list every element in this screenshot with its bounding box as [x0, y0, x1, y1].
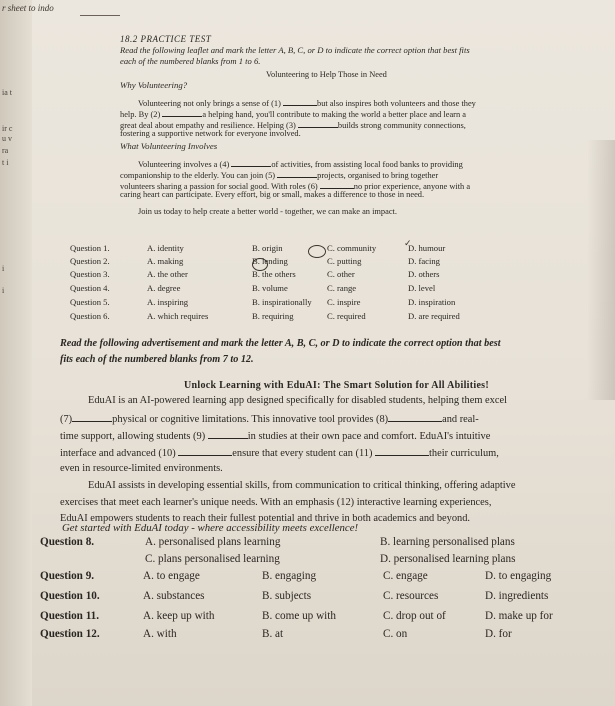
- margin-fragment: ia t: [2, 88, 12, 97]
- blank-1[interactable]: [283, 96, 317, 106]
- ad-line: exercises that meet each learner's unique needs. With an emphasis (12) interactive learning experiences,: [60, 497, 492, 508]
- answer-option[interactable]: D. for: [485, 628, 512, 640]
- ad-title: Unlock Learning with EduAI: The Smart Solution for All Abilities!: [184, 380, 490, 391]
- answer-option[interactable]: D. level: [408, 283, 436, 293]
- margin-fragment: i: [2, 286, 5, 295]
- leaflet-title: Volunteering to Help Those in Need: [266, 70, 387, 79]
- why-heading: Why Volunteering?: [120, 80, 188, 90]
- answer-option[interactable]: A. the other: [147, 269, 188, 279]
- answer-option[interactable]: C. community: [327, 243, 377, 253]
- question-label: Question 1.: [70, 243, 110, 253]
- answer-option[interactable]: A. which requires: [147, 311, 209, 321]
- ad-line: even in resource-limited environments.: [60, 463, 223, 474]
- margin-fragment: ra: [2, 146, 9, 155]
- answer-option[interactable]: A. keep up with: [143, 610, 215, 622]
- answer-option[interactable]: A. making: [147, 256, 184, 266]
- question-label: Question 9.: [40, 570, 95, 582]
- question-label: Question 3.: [70, 269, 110, 279]
- question-row: [40, 536, 600, 552]
- question-row: [40, 628, 600, 644]
- answer-option[interactable]: C. inspire: [327, 297, 361, 307]
- blank-2[interactable]: [162, 107, 202, 117]
- blank-5[interactable]: [277, 168, 317, 178]
- answer-option[interactable]: B. subjects: [262, 590, 312, 602]
- question-row: [70, 256, 590, 268]
- question-label: Question 8.: [40, 536, 95, 548]
- answer-option[interactable]: C. putting: [327, 256, 362, 266]
- ad-line: EduAI is an AI-powered learning app designed specifically for disabled students, helping them excel: [88, 395, 507, 406]
- leaflet-line: great deal about empathy and resilience. Helping (3) builds strong community connections,: [120, 118, 466, 130]
- answer-option[interactable]: B. at: [262, 628, 284, 640]
- leaflet-line: fostering a supportive network for everyone involved.: [120, 129, 301, 138]
- question-row: [40, 590, 600, 606]
- ad-line: time support, allowing students (9) in studies at their own pace and comfort. EduAI's intuitive: [60, 431, 491, 442]
- blank-8[interactable]: [388, 412, 442, 422]
- answer-option[interactable]: C. other: [327, 269, 355, 279]
- answer-option[interactable]: B. lending: [252, 256, 288, 266]
- answer-option[interactable]: A. degree: [147, 283, 181, 293]
- blank-10[interactable]: [178, 446, 232, 456]
- margin-fragment: ir c: [2, 124, 13, 133]
- answer-option[interactable]: C. plans personalised learning: [145, 553, 280, 565]
- blank-7[interactable]: [72, 412, 112, 422]
- answer-option[interactable]: B. volume: [252, 283, 288, 293]
- blank-9[interactable]: [208, 429, 248, 439]
- question-label: Question 6.: [70, 311, 110, 321]
- ad-line: EduAI assists in developing essential skills, from communication to critical thinking, offering adaptive: [88, 480, 516, 491]
- leaflet-line: Volunteering involves a (4) of activities, from assisting local food banks to providing: [138, 157, 463, 169]
- answer-option[interactable]: D. are required: [408, 311, 460, 321]
- answer-option[interactable]: B. learning personalised plans: [380, 536, 515, 548]
- question-label: Question 12.: [40, 628, 100, 640]
- question-row: [70, 269, 590, 281]
- answer-option[interactable]: A. to engage: [143, 570, 200, 582]
- ad-line: EduAI empowers students to reach their fullest potential and thrive in both academics and beyond.: [60, 513, 471, 524]
- answer-option[interactable]: B. requiring: [252, 311, 294, 321]
- question-row: [40, 570, 600, 586]
- answer-option[interactable]: A. identity: [147, 243, 184, 253]
- answer-option[interactable]: A. with: [143, 628, 177, 640]
- ad-instruction: Read the following advertisement and mark the letter A, B, C, or D to indicate the correct option that best: [60, 338, 501, 349]
- answer-option[interactable]: D. personalised learning plans: [380, 553, 516, 565]
- blank-6[interactable]: [320, 179, 354, 189]
- answer-option[interactable]: A. inspiring: [147, 297, 189, 307]
- page-fold-shadow: [0, 0, 32, 706]
- answer-option[interactable]: C. range: [327, 283, 357, 293]
- answer-option[interactable]: A. personalised plans learning: [145, 536, 281, 548]
- answer-option[interactable]: B. engaging: [262, 570, 317, 582]
- ad-line: interface and advanced (10) ensure that every student can (11) their curriculum,: [60, 448, 499, 459]
- leaflet-line: companionship to the elderly. You can join (5) projects, organised to bring together: [120, 168, 438, 180]
- leaflet-line: Volunteering not only brings a sense of (1) but also inspires both volunteers and those they: [138, 96, 476, 108]
- answer-option[interactable]: C. on: [383, 628, 408, 640]
- question-label: Question 2.: [70, 256, 110, 266]
- ad-instruction: fits each of the numbered blanks from 7 to 12.: [60, 354, 254, 365]
- page-edge-shadow: [587, 140, 615, 400]
- answer-option[interactable]: D. facing: [408, 256, 440, 266]
- answer-option[interactable]: B. come up with: [262, 610, 336, 622]
- question-row: [40, 553, 600, 569]
- leaflet-closing: Join us today to help create a better world - together, we can make an impact.: [138, 207, 397, 216]
- answer-option[interactable]: D. ingredients: [485, 590, 549, 602]
- divider: [80, 15, 120, 16]
- margin-fragment: u v: [2, 134, 12, 143]
- answer-option[interactable]: D. to engaging: [485, 570, 552, 582]
- question-label: Question 11.: [40, 610, 100, 622]
- answer-option[interactable]: A. substances: [143, 590, 205, 602]
- check-mark-icon: ✓: [404, 238, 412, 248]
- answer-circle-q1: [308, 245, 326, 258]
- section-instruction: Read the following leaflet and mark the letter A, B, C, or D to indicate the correct option that best fits: [120, 45, 470, 55]
- question-row: [70, 283, 590, 295]
- answer-option[interactable]: D. humour: [408, 243, 446, 253]
- answer-option[interactable]: C. engage: [383, 570, 428, 582]
- answer-option[interactable]: C. drop out of: [383, 610, 446, 622]
- answer-option[interactable]: D. others: [408, 269, 440, 279]
- leaflet-line: caring heart can participate. Every effort, big or small, makes a difference to those in need.: [120, 190, 425, 199]
- question-row: [40, 610, 600, 626]
- cut-off-header: r sheet to indo: [2, 3, 54, 13]
- ad-closing: Get started with EduAI today - where accessibility meets excellence!: [62, 522, 359, 534]
- blank-3[interactable]: [298, 118, 338, 128]
- question-label: Question 5.: [70, 297, 110, 307]
- section-title: 18.2 PRACTICE TEST: [120, 34, 212, 44]
- answer-option[interactable]: C. resources: [383, 590, 439, 602]
- blank-4[interactable]: [231, 157, 271, 167]
- ad-line: (7) physical or cognitive limitations. This innovative tool provides (8) and real-: [60, 414, 479, 425]
- question-row: [70, 243, 590, 255]
- answer-option[interactable]: C. required: [327, 311, 366, 321]
- section-instruction: each of the numbered blanks from 1 to 6.: [120, 56, 261, 66]
- leaflet-line: help. By (2) a helping hand, you'll contribute to making the world a better place and learn a: [120, 107, 466, 119]
- answer-option[interactable]: B. origin: [252, 243, 283, 253]
- answer-option[interactable]: D. inspiration: [408, 297, 456, 307]
- question-row: [70, 297, 590, 309]
- answer-option[interactable]: D. make up for: [485, 610, 553, 622]
- margin-fragment: t i: [2, 158, 9, 167]
- leaflet-line: volunteers sharing a passion for social good. With roles (6) no prior experience, anyone with a: [120, 179, 470, 191]
- answer-option[interactable]: B. the others: [252, 269, 296, 279]
- what-heading: What Volunteering Involves: [120, 141, 218, 151]
- blank-11[interactable]: [375, 446, 429, 456]
- margin-fragment: i: [2, 264, 5, 273]
- question-label: Question 10.: [40, 590, 100, 602]
- question-row: [70, 311, 590, 323]
- question-label: Question 4.: [70, 283, 110, 293]
- answer-circle-q2: [252, 258, 268, 271]
- answer-option[interactable]: B. inspirationally: [252, 297, 312, 307]
